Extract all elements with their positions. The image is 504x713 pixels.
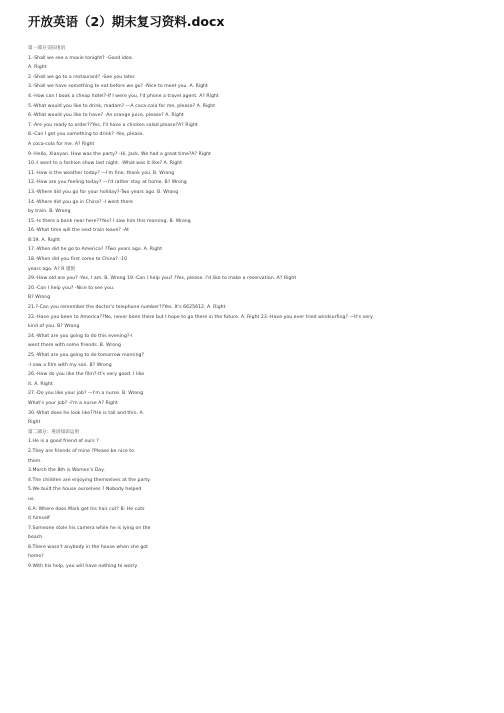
text-line: 8.There wasn't anybody in the house when she got — [28, 544, 149, 550]
text-line: kind of you. B? Wrong — [28, 324, 80, 330]
text-line: 5.We built the house ourselves ? Nobody helped — [28, 487, 142, 493]
document-body — [28, 44, 496, 572]
text-line: 9.With his help, you will have nothing to worry — [28, 564, 138, 570]
text-line: home? — [28, 554, 44, 560]
text-line: 3.March the 8th is Women's Day. — [28, 468, 105, 474]
text-line: 4.-How can I book a cheap hotel?-If I were you, I'd phone a travel agent. A? Right — [28, 93, 219, 99]
text-line: 3.-Shall we have something to eat before we go? -Nice to meet you. A. Right — [28, 84, 208, 90]
text-line: 15.-Is there a bank near here??Yes? I saw him this morning. B. Wrong — [28, 218, 191, 224]
text-line: went there with some friends. B. Wrong — [28, 343, 122, 349]
text-line: 20.-Can I help you? -Nice to see you. — [28, 285, 115, 291]
text-line: us. — [28, 496, 35, 502]
text-line: 7.Someone stole his camera while he is lying on the — [28, 525, 151, 531]
text-line: 22.-Have you been to America??No, never been there but I hope to go there in the future. A. Right 23.-Have you ever tried windsurfing? —It's very — [28, 314, 373, 320]
text-line: 10.-I went to a fashion show last night. -What was it like? A. Right — [28, 161, 183, 167]
text-line: by train. B. Wrong — [28, 209, 71, 215]
text-line: them. — [28, 458, 42, 464]
text-line: 18.-When did you first come to China? -10 — [28, 257, 128, 263]
text-line: years ago. A? R 错的 — [28, 266, 76, 272]
text-line: 9.-Hello, Xiaoyan. How was the party? -Hi, Jack. We had a great time?A? Right — [28, 151, 211, 157]
text-line: 8:19. A. Right — [28, 237, 61, 243]
text-line: 29.-How old are you? -Yes, I am. B. Wrong 19.-Can I help you? ?Yes, please. I'd like to make a reservation. A? Right — [28, 276, 297, 282]
text-line: 25.-What are you going to do tomorrow morning? — [28, 353, 145, 358]
text-line: 16.-What time will the next train leave? -At — [28, 228, 129, 234]
text-line: it. A. Right — [28, 381, 53, 387]
text-line: 第一部分交际用语 — [28, 46, 66, 51]
text-line: 11.-How is the weather today? —I'm fine, thank you. B. Wrong — [28, 170, 175, 176]
text-line: 8.-Can I get you something to drink? -Yes, please. — [28, 132, 145, 138]
text-line: 14.-Where did you go in China? -I went there — [28, 199, 134, 205]
text-line: 24.-What are you going to do this evening?-I — [28, 333, 133, 339]
text-line: 第二部分：英语知识运用 — [28, 429, 80, 435]
text-line: 6.A: Where does Mark get his hair cut? B: He cuts — [28, 506, 145, 512]
text-line: Right — [28, 420, 41, 426]
text-line: 27.-Do you like your job? —I'm a nurse. B. Wrong — [28, 391, 144, 397]
text-line: What's your job? -I'm a nurse A? Right — [28, 400, 118, 406]
text-line: 1.-Shall we see a movie tonight? -Good idea. — [28, 55, 134, 61]
document-title: 开放英语（2）期末复习资料.docx — [28, 14, 225, 29]
text-line: it himself — [28, 516, 50, 522]
text-line: B? Wrong — [28, 295, 51, 301]
text-line: A coca-cola for me. A? Right — [28, 141, 95, 147]
text-line: 6.-What would you like to have? -An orange juice, please? A. Right — [28, 113, 184, 119]
text-line: beach. — [28, 535, 44, 541]
text-line: 13.-Where did you go for your holiday?-Two years ago. B. Wrong — [28, 189, 179, 195]
text-line: 4.The children are enjoying themselves at the party. — [28, 477, 151, 483]
text-line: -I saw a film with my son. B? Wrong — [28, 362, 112, 368]
text-line: A. Right — [28, 65, 47, 71]
text-line: 2.-Shall we go to a restaurant? -See you later. — [28, 74, 136, 80]
text-line: 7.-Are you ready to order??Yes, I'll have a chicken salad please?A? Right — [28, 122, 198, 128]
text-line: 2.They are friends of mine ?Please be nice to — [28, 448, 134, 454]
text-line: 5.-What would you like to drink, madam? —A coca-cola for me, please? A. Right — [28, 103, 216, 109]
text-line: 30.-What does he look like??He is tall and thin. A. — [28, 410, 145, 416]
text-line: 17.-When did he go to America? ?Two years ago. A. Right — [28, 247, 163, 253]
text-line: 1.He is a good friend of ours ? — [28, 439, 99, 445]
text-line: 26.-How do you like the film?-It's very good. I like — [28, 372, 145, 378]
text-line: 12.-How are you feeling today? —I'd rather stay at home. B? Wrong — [28, 180, 187, 186]
text-line: 21.?-Can you remember the doctor's telephone number??Yes. It's 6625612. A. Right — [28, 305, 226, 311]
